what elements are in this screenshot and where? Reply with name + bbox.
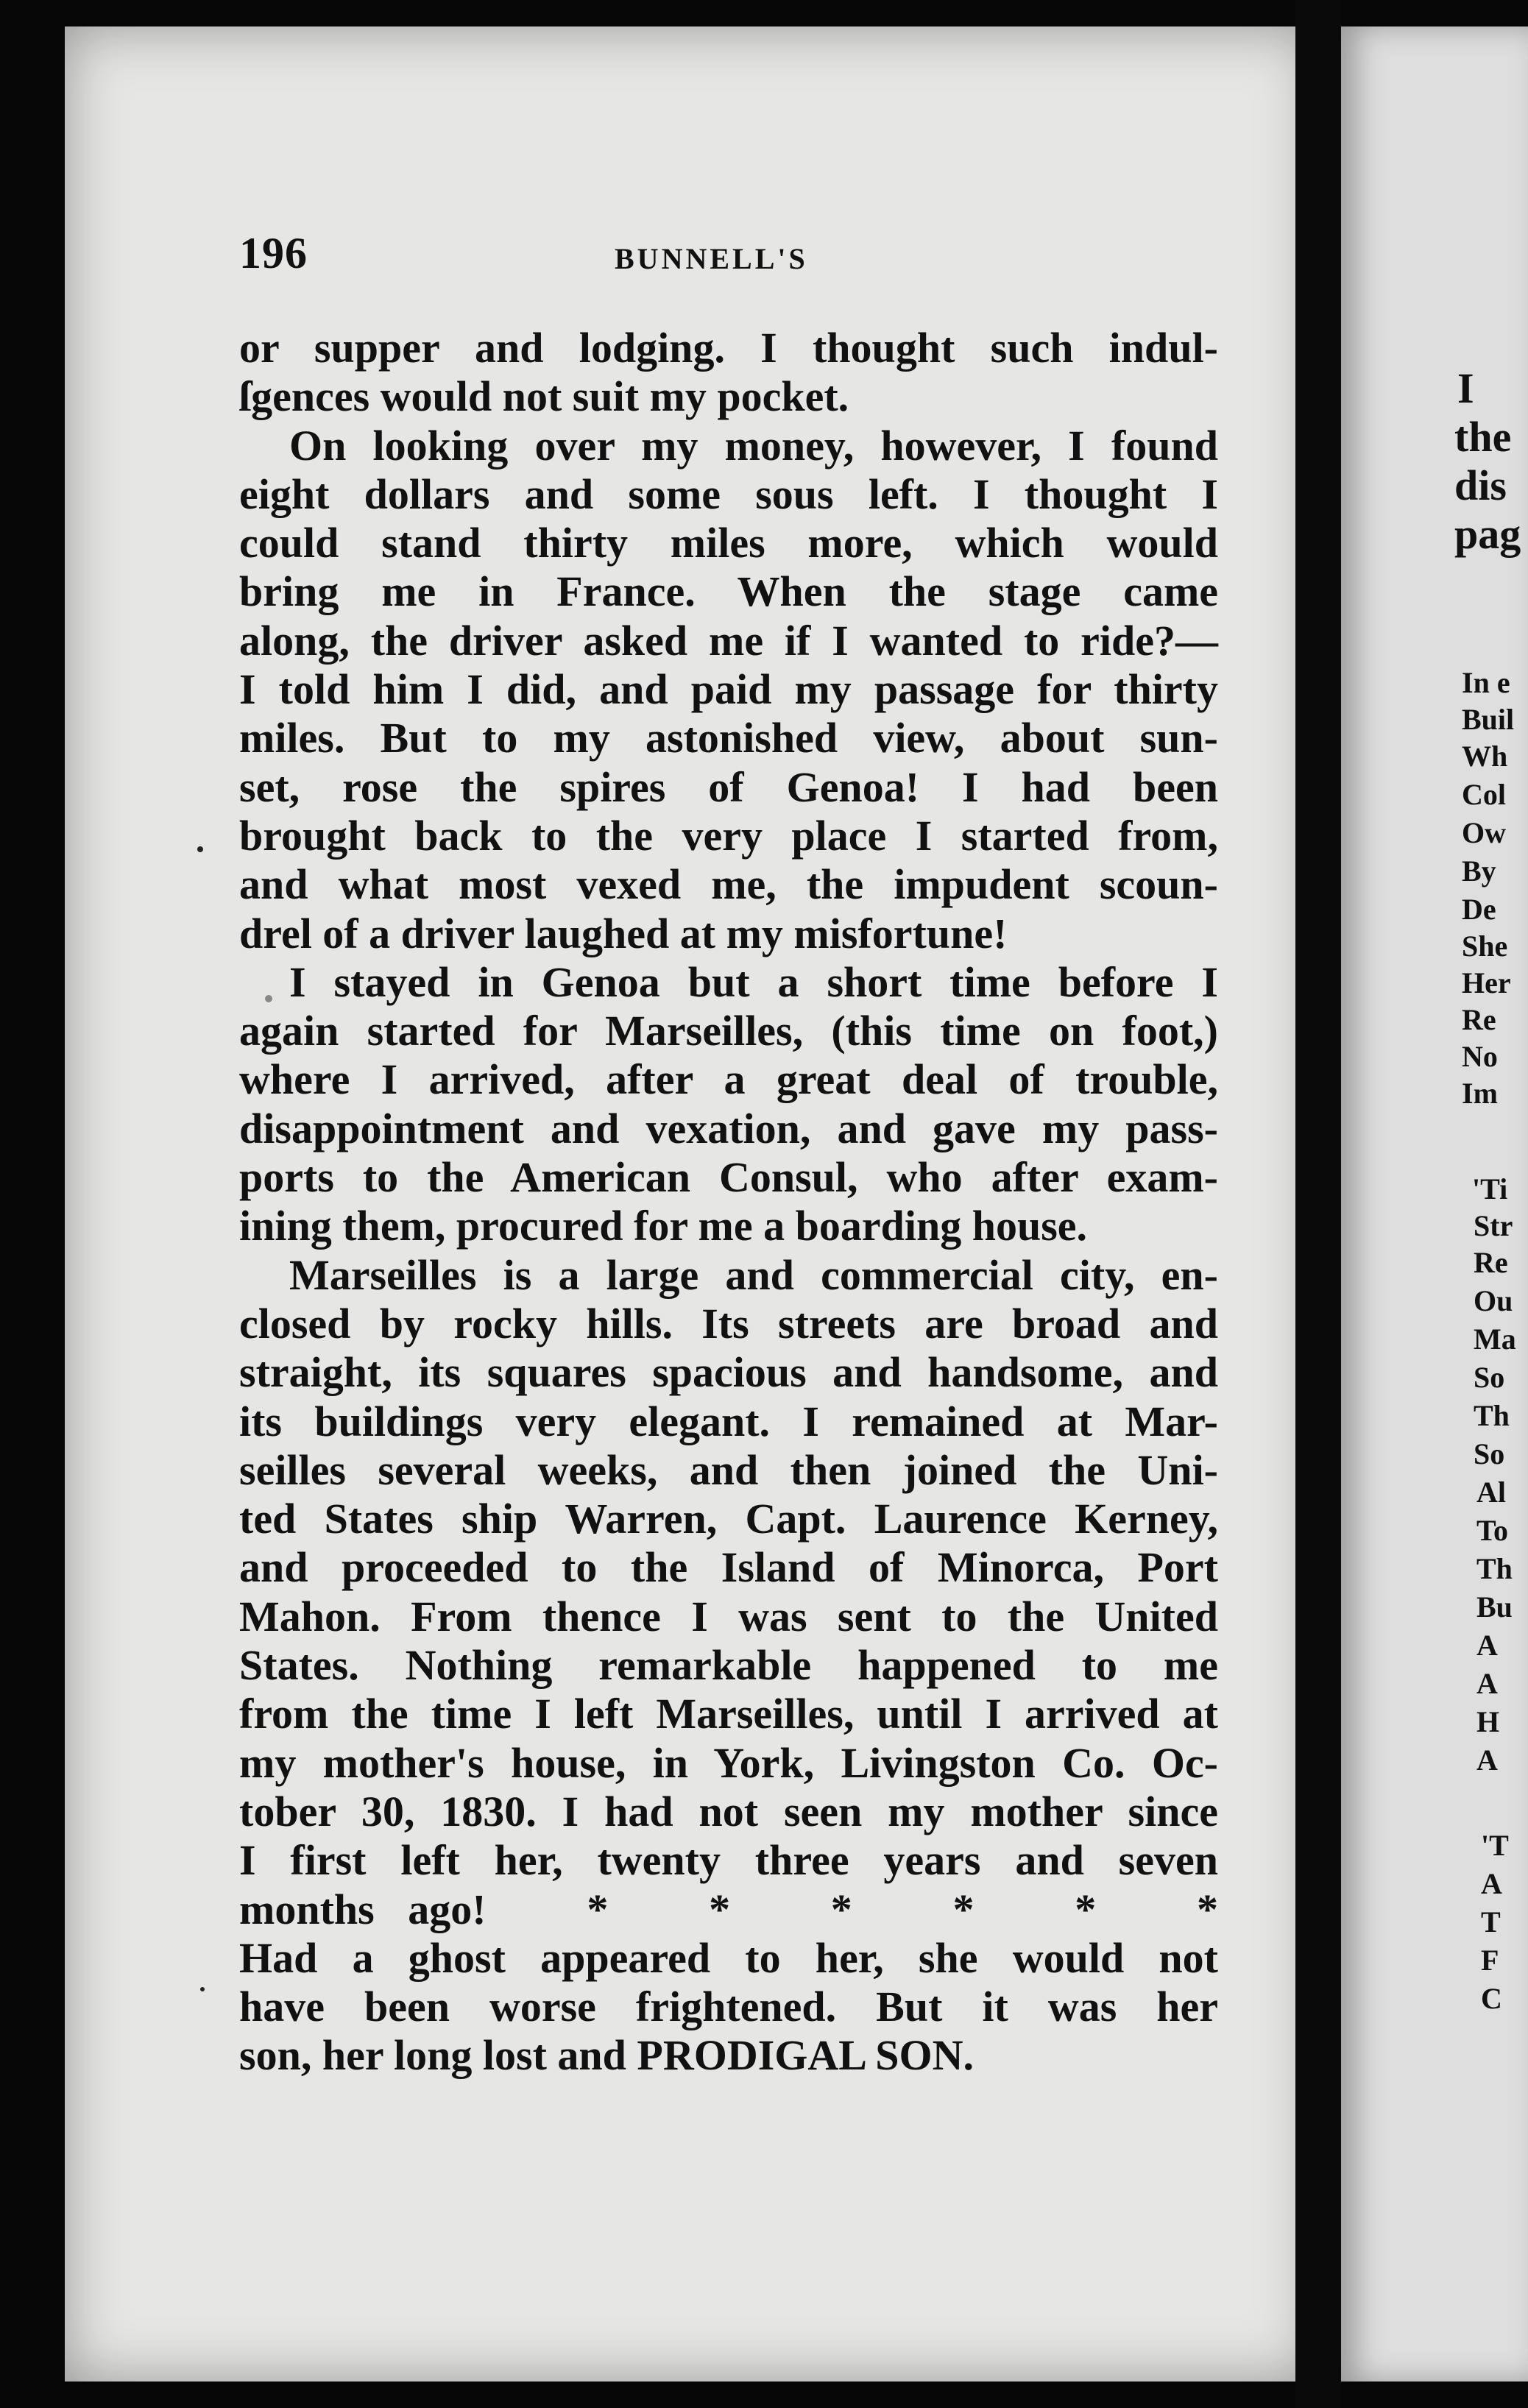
text-line: disappointment and vexation, and gave my pass-	[239, 1104, 1218, 1152]
text-line: I told him I did, and paid my passage for thirty	[239, 665, 1218, 714]
right-fragment: She	[1462, 929, 1508, 963]
right-fragment: Im	[1462, 1077, 1498, 1110]
ink-speck	[197, 846, 203, 852]
right-fragment: Re	[1474, 1246, 1508, 1279]
right-fragment: dis	[1454, 461, 1507, 509]
page-number: 196	[239, 229, 308, 277]
text-line: could stand thirty miles more, which would	[239, 519, 1218, 567]
text-line: States. Nothing remarkable happened to me	[239, 1641, 1218, 1690]
body-text	[239, 324, 1218, 2081]
right-fragment: So	[1474, 1361, 1505, 1394]
right-fragment: By	[1462, 854, 1496, 888]
text-line: closed by rocky hills. Its streets are broad and	[239, 1299, 1218, 1348]
text-line: miles. But to my astonished view, about sun-	[239, 714, 1218, 762]
right-fragment: No	[1462, 1040, 1498, 1073]
right-fragment: A	[1476, 1743, 1498, 1777]
text-line: where I arrived, after a great deal of trouble,	[239, 1055, 1218, 1104]
right-fragment: Wh	[1462, 740, 1508, 773]
right-fragment: the	[1454, 413, 1512, 461]
right-fragment: F	[1481, 1944, 1499, 1977]
right-fragment: Ma	[1474, 1322, 1516, 1356]
text-line: its buildings very elegant. I remained at Mar-	[239, 1397, 1218, 1445]
right-fragment: Al	[1476, 1476, 1506, 1509]
right-page	[1341, 26, 1528, 2382]
right-fragment: Bu	[1476, 1590, 1513, 1623]
right-fragment: Th	[1474, 1399, 1510, 1432]
text-line: brought back to the very place I started from,	[239, 811, 1218, 860]
right-fragment: C	[1481, 1982, 1502, 2015]
book-gutter	[1295, 0, 1341, 2408]
right-fragment: Th	[1476, 1552, 1513, 1585]
text-line: months ago! * * * * * *	[239, 1885, 1218, 1933]
right-fragment: 'Ti	[1472, 1172, 1508, 1205]
text-line: from the time I left Marseilles, until I arrived at	[239, 1690, 1218, 1738]
text-line: I first left her, twenty three years and seven	[239, 1836, 1218, 1885]
right-fragment: T	[1481, 1905, 1501, 1938]
text-line: tober 30, 1830. I had not seen my mother since	[239, 1787, 1218, 1835]
text-line: and what most vexed me, the impudent scoun-	[239, 860, 1218, 909]
right-fragment: Ow	[1462, 816, 1506, 849]
ink-speck	[265, 995, 272, 1002]
right-fragment: I	[1457, 364, 1474, 412]
right-fragment: A	[1481, 1867, 1502, 1900]
text-line: seilles several weeks, and then joined the Uni-	[239, 1445, 1218, 1494]
right-fragment: 'T	[1481, 1829, 1509, 1862]
right-page-text-fragments	[1341, 26, 1528, 2382]
text-line: have been worse frightened. But it was her	[239, 1983, 1218, 2031]
right-fragment: Her	[1462, 966, 1511, 999]
page-header	[239, 228, 1218, 287]
text-line: along, the driver asked me if I wanted to ride?—	[239, 616, 1218, 665]
right-fragment: Buil	[1462, 703, 1515, 736]
text-line: and proceeded to the Island of Minorca, Port	[239, 1543, 1218, 1592]
text-line: ining them, procured for me a boarding house.	[239, 1202, 1088, 1250]
right-fragment: Col	[1462, 778, 1506, 811]
text-line: drel of a driver laughed at my misfortune!	[239, 909, 1008, 957]
text-line: son, her long lost and PRODIGAL SON.	[239, 2031, 975, 2080]
running-head: BUNNELL'S	[615, 242, 808, 275]
text-line: eight dollars and some sous left. I thought I	[239, 470, 1218, 518]
text-line: ſgences would not suit my pocket.	[239, 372, 849, 421]
text-line: set, rose the spires of Genoa! I had been	[239, 762, 1218, 811]
ink-speck	[200, 1987, 205, 1991]
text-line: straight, its squares spacious and handsome, and	[239, 1348, 1218, 1397]
right-fragment: A	[1476, 1629, 1498, 1662]
right-fragment: To	[1476, 1514, 1509, 1547]
right-fragment: A	[1476, 1667, 1498, 1700]
right-fragment: Ou	[1474, 1284, 1513, 1317]
text-line: On looking over my money, however, I found	[289, 421, 1218, 470]
text-line: ports to the American Consul, who after exam-	[239, 1153, 1218, 1202]
text-line: my mother's house, in York, Livingston Co. Oc-	[239, 1738, 1218, 1787]
right-fragment: Str	[1474, 1209, 1513, 1242]
right-fragment: Re	[1462, 1003, 1496, 1036]
text-line: or supper and lodging. I thought such indul-	[239, 324, 1218, 372]
text-line: I stayed in Genoa but a short time before I	[289, 957, 1218, 1006]
text-line: ted States ship Warren, Capt. Laurence Kerney,	[239, 1495, 1218, 1543]
right-fragment: So	[1474, 1437, 1505, 1470]
text-line: Marseilles is a large and commercial city, en-	[289, 1250, 1218, 1299]
text-line: Mahon. From thence I was sent to the United	[239, 1592, 1218, 1640]
text-line: bring me in France. When the stage came	[239, 567, 1218, 616]
right-fragment: In e	[1462, 666, 1510, 699]
right-fragment: pag	[1454, 510, 1521, 558]
text-line: again started for Marseilles, (this time on foot,)	[239, 1007, 1218, 1055]
text-line: Had a ghost appeared to her, she would not	[239, 1933, 1218, 1982]
right-fragment: De	[1462, 893, 1496, 926]
right-fragment: H	[1476, 1705, 1500, 1738]
